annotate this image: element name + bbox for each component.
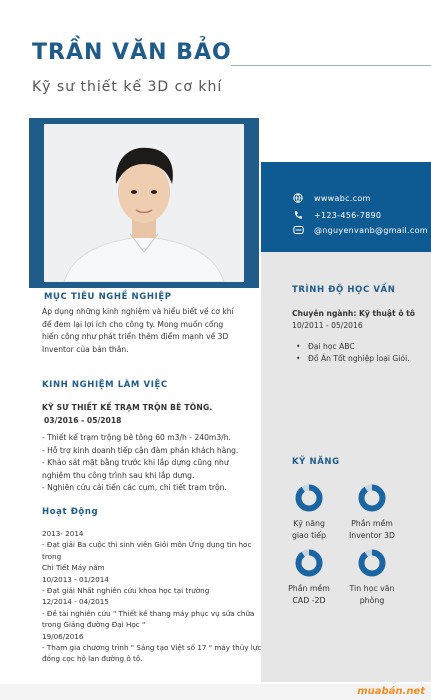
activity-line: - Tham gia chương trình " Sáng tạo Việt số 17 " máy thủy lực: [42, 643, 262, 653]
skill-label-line: CAD -2D: [292, 596, 326, 605]
education-list: [296, 341, 410, 365]
activity-line: 10/2013 - 01/2014: [42, 574, 109, 584]
skill-label-line: Phần mềm: [351, 519, 393, 528]
objective-line: Áp dụng những kinh nghiệm và hiểu biết về cơ khí: [42, 307, 234, 316]
header-divider: [231, 65, 431, 66]
job-duties: [42, 432, 257, 495]
objective-line: để đem lại lợi ích cho công ty. Mong muốn cống: [42, 319, 224, 329]
globe-icon: [292, 192, 304, 204]
skills-heading: KỸ NĂNG: [292, 457, 340, 467]
skill-ring: [358, 549, 386, 577]
skill-item: [342, 549, 402, 607]
activity-line: đóng cọc hộ lan đường ô tô.: [42, 654, 143, 664]
activity-line: 2013- 2014: [42, 529, 84, 538]
objective-heading: MỤC TIÊU NGHỀ NGHIỆP: [44, 292, 172, 302]
email-text: @nguyenvanb@gmail.com: [314, 225, 428, 235]
activity-line: Chi Tiết Máy năm: [42, 563, 105, 573]
education-period: 10/2011 - 05/2016: [292, 321, 363, 330]
duty-line: - Hỗ trợ kinh doanh tiếp cận đàm phán khách hàng.: [42, 445, 239, 455]
website-text: wwwabc.com: [314, 193, 371, 203]
skill-ring: [358, 484, 386, 512]
list-item: • Đại học ABC: [296, 342, 355, 351]
activity-line: - Đạt giải Ba cuộc thi sinh viên Giỏi môn Ứng dụng tin học trong: [42, 540, 252, 561]
candidate-role: Kỹ sư thiết kế 3D cơ khí: [32, 79, 223, 95]
phone-icon: [292, 209, 304, 221]
objective-line: Inventor của bản thân.: [42, 344, 129, 354]
skill-item: [342, 484, 402, 542]
skill-item: [279, 549, 339, 607]
activity-line: - Đề tài nghiên cứu " Thiết kế thang máy phục vụ sửa chữa: [42, 608, 255, 618]
objective-line: hiến công như phát triển thêm điểm mạnh về 3D: [42, 332, 229, 342]
activity-line: trong Giảng đường Đại Học ": [42, 620, 146, 630]
skill-label-line: phòng: [359, 596, 385, 605]
duty-line: - Khảo sát mặt bằng trước khi lắp dựng cũng như: [42, 458, 229, 468]
duty-line: - Nghiên cứu cải tiến các cụm, chi tiết trạm trộn.: [42, 483, 227, 493]
duty-line: nghiệm thu công trình sau khi lắp dựng.: [42, 470, 195, 480]
contact-email[interactable]: [292, 224, 428, 236]
skill-label: [342, 583, 402, 607]
skill-ring: [295, 484, 323, 512]
skill-ring: [295, 549, 323, 577]
job-title: KỸ SƯ THIẾT KẾ TRẠM TRỘN BÊ TÔNG.: [42, 403, 213, 412]
activity-line: - Đạt giải Nhất nghiên cứu khoa học tại trường: [42, 586, 210, 596]
mail-icon: [292, 224, 304, 236]
skill-label: [342, 518, 402, 542]
activities-text: [42, 528, 262, 665]
phone-text: +123-456-7890: [314, 210, 382, 220]
contact-box: [261, 162, 431, 252]
watermark-logo: muabán.net: [357, 686, 425, 697]
contact-website[interactable]: [292, 192, 371, 204]
skill-label: [279, 518, 339, 542]
skill-item: [279, 484, 339, 542]
profile-photo: [44, 124, 244, 282]
education-item: Đại học ABC: [308, 342, 355, 351]
skill-label-line: Tin học văn: [349, 584, 395, 593]
skill-label-line: Kỹ năng: [293, 519, 325, 528]
skill-label-line: Inventor 3D: [348, 531, 396, 540]
skill-label: [279, 583, 339, 607]
skill-label-line: giao tiếp: [291, 531, 327, 540]
job-period: 03/2016 - 05/2018: [44, 416, 122, 425]
objective-text: [42, 306, 257, 356]
skill-label-line: Phần mềm: [288, 584, 330, 593]
contact-phone[interactable]: [292, 209, 381, 221]
education-heading: TRÌNH ĐỘ HỌC VẤN: [292, 285, 396, 295]
activities-heading: Hoạt Động: [42, 507, 99, 517]
experience-heading: KINH NGHIỆM LÀM VIỆC: [42, 380, 168, 390]
activity-line: 12/2014 - 04/2015: [42, 597, 109, 607]
list-item: • Đồ Án Tốt nghiệp loại Giỏi.: [296, 354, 410, 363]
candidate-name: TRẦN VĂN BẢO: [32, 40, 232, 65]
duty-line: - Thiết kế trạm trộng bê tông 60 m3/h - 240m3/h.: [42, 433, 231, 442]
education-major: Chuyên ngành: Kỹ thuật ô tô: [292, 309, 416, 318]
education-item: Đồ Án Tốt nghiệp loại Giỏi.: [308, 354, 410, 363]
activity-line: 19/06/2016: [42, 631, 84, 641]
